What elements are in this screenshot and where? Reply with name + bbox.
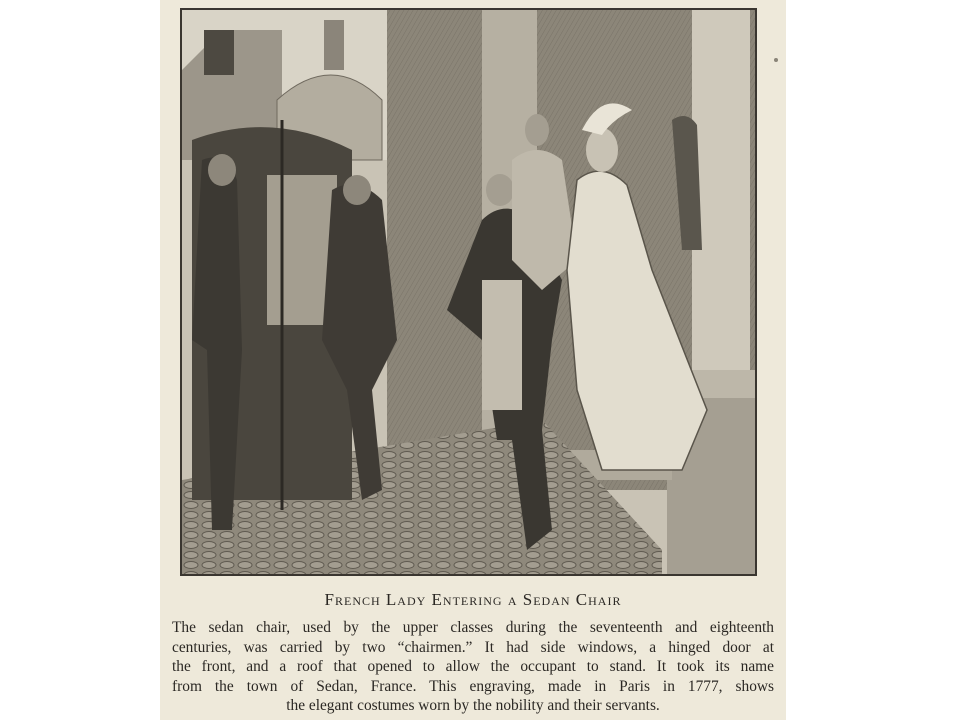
gentleman-waistcoat — [482, 280, 522, 410]
book-page — [160, 0, 786, 720]
dome-lantern — [324, 20, 344, 70]
chairman-left-head — [208, 154, 236, 186]
chairman-right-head — [343, 175, 371, 205]
engraving-drawing — [182, 10, 755, 574]
building-window — [204, 30, 234, 75]
caption-line: the elegant costumes worn by the nobility and their servants. — [286, 697, 660, 714]
caption-line: the front, and a roof that opened to allow the occupant to stand. It took its name — [172, 658, 774, 675]
caption-text — [172, 618, 774, 716]
caption-line: The sedan chair, used by the upper classes during the seventeenth and eighteenth — [172, 619, 774, 636]
engraving-illustration — [180, 8, 757, 576]
caption-line: centuries, was carried by two “chairmen.” It had side windows, a hinged door at — [172, 638, 774, 656]
gentleman-head — [486, 174, 514, 206]
caption-title: French Lady Entering a Sedan Chair — [324, 590, 622, 609]
servant-head — [525, 114, 549, 146]
front-column — [692, 10, 750, 380]
page-speck — [774, 58, 778, 62]
caption-line: from the town of Sedan, France. This engraving, made in Paris in 1777, shows — [172, 677, 774, 695]
